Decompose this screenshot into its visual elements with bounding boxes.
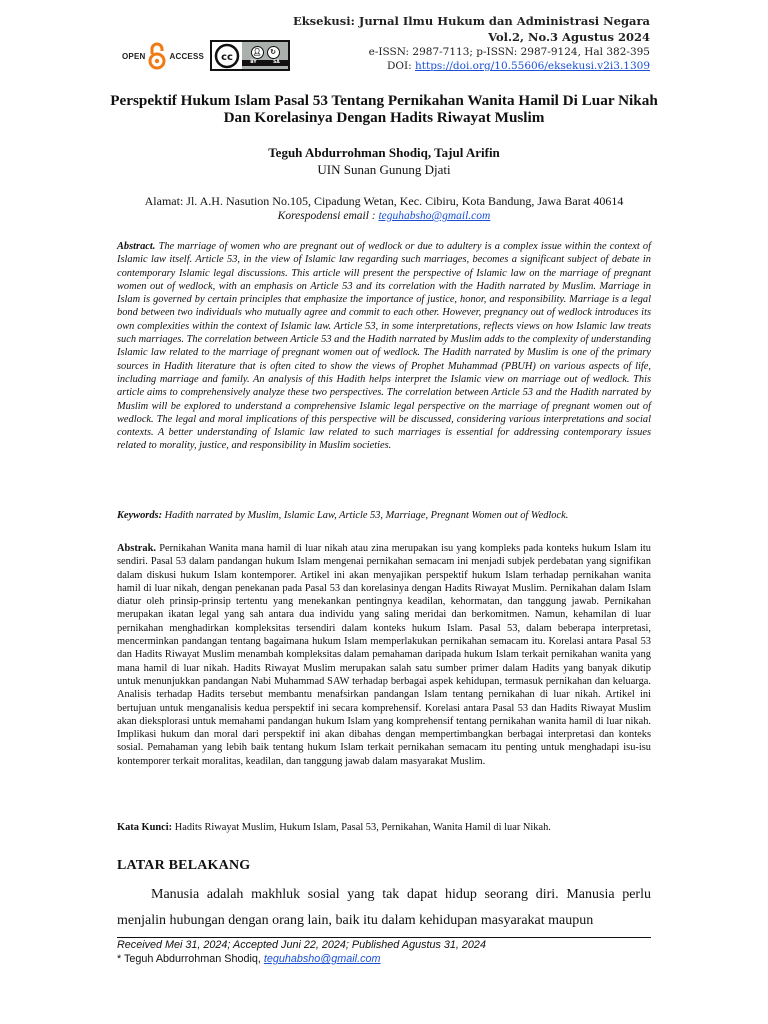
cc-by-label: BY [250, 60, 257, 65]
keywords-english-text: Hadith narrated by Muslim, Islamic Law, Article 53, Marriage, Pregnant Women out of Wedlock. [164, 510, 569, 521]
keywords-indonesian-label: Kata Kunci: [117, 822, 173, 833]
journal-volume: Vol.2, No.3 Agustus 2024 [488, 30, 650, 44]
footer-email-link[interactable]: teguhabsho@gmail.com [263, 953, 381, 965]
open-access-lock-icon [148, 42, 166, 70]
journal-header [293, 14, 650, 72]
body-paragraph: Manusia adalah makhluk sosial yang tak dapat hidup seorang diri. Manusia perlu menjalin hubungan dengan orang lain, baik itu dalam kehidupan masyarakat maupun [117, 887, 651, 928]
footer-author-line [117, 952, 380, 966]
journal-issn: e-ISSN: 2987-7113; p-ISSN: 2987-9124, Hal 382-395 [368, 46, 650, 58]
cc-logo-text: cc [221, 51, 233, 63]
doi-link[interactable]: https://doi.org/10.55606/eksekusi.v2i3.1309 [415, 60, 650, 72]
cc-by-sa-license-badge [210, 40, 290, 71]
article-title: Perspektif Hukum Islam Pasal 53 Tentang Pernikahan Wanita Hamil Di Luar Nikah Dan Korelasinya Dengan Hadits Riwayat Muslim [110, 92, 658, 126]
abstract-indonesian-label: Abstrak. [117, 543, 156, 554]
author-affiliation: UIN Sunan Gunung Djati [317, 162, 451, 177]
footer-dates: Received Mei 31, 2024; Accepted Juni 22, 2024; Published Agustus 31, 2024 [117, 939, 486, 951]
share-alike-icon: ↻ [267, 46, 280, 59]
abstract-indonesian [117, 542, 651, 768]
attribution-icon: 👤︎ [251, 46, 264, 59]
abstract-english-text: The marriage of women who are pregnant out of wedlock or due to adultery is a complex issue within the context of Islamic law itself. Article 53, in the view of Islamic law regarding such marriages, becomes a significant subject of debate in contemporary Islamic legal discussions. This article will present the perspective of Islamic law on the marriage of pregnant women out of wedlock, with an emphasis on Article 53 and its correlation with the Hadith narrated by Muslim. Marriage in Islam is governed by certain principles that emphasize the importance of justice, honor, and responsibility. Marriage is a legal bond between two individuals who mutually agree and commit to each other. However, pregnancy out of wedlock introduces its own complexities within the context of Islamic law. Article 53, in some interpretations, reflects views on how Islamic law treats such marriages. The correlation between Article 53 and the Hadith narrated by Muslim adds to the complexity of understanding Islamic law related to the marriage of pregnant women out of wedlock. The Hadith narrated by Muslim is one of the primary sources in Hadith literature that is often cited to show the views of Prophet Muhammad (PBUH) on various aspects of life, including marriage and family. An analysis of this Hadith helps interpret the Islamic view on marriage out of wedlock. This article aims to comprehensively analyze these two perspectives. The correlation between Article 53 and the Hadith narrated by Muslim will be explored to understand a comprehensive Islamic legal perspective on the marriage of pregnant women out of wedlock. The legal and moral implications of this perspective will be discussed, considering various interpretations and social contexts. A better understanding of Islamic law related to such marriages is essential for addressing contemporary issues related to morality, justice, and responsibility in Muslim societies. [117, 241, 651, 452]
open-access-label-right: ACCESS [169, 51, 205, 61]
open-access-label-left: OPEN [122, 51, 146, 61]
author-address: Alamat: Jl. A.H. Nasution No.105, Cipadung Wetan, Kec. Cibiru, Kota Bandung, Jawa Barat 40614 [144, 194, 624, 208]
article-authors: Teguh Abdurrohman Shodiq, Tajul Arifin [268, 145, 500, 160]
cc-terms-strip [242, 60, 288, 66]
doi-line [293, 60, 650, 72]
keywords-english-label: Keywords: [117, 510, 163, 521]
keywords-english [117, 510, 651, 521]
abstract-indonesian-text: Pernikahan Wanita mana hamil di luar nikah atau zina merupakan isu yang kompleks pada konteks hukum Islam itu sendiri. Pasal 53 dalam pandangan hukum Islam mengenai pernikahan semacam ini menjadi subjek perdebatan yang signifikan dalam diskusi hukum Islam kontemporer. Artikel ini akan menyajikan perspektif hukum Islam terhadap pernikahan wanita hamil di luar nikah, dengan penekanan pada Pasal 53 dan korelasinya dengan Hadits Riwayat Muslim. Pernikahan dalam Islam diatur oleh prinsip-prinsip tertentu yang menekankan pentingnya keadilan, kehormatan, dan tanggung jawab. Pernikahan merupakan ikatan legal yang sah antara dua individu yang saling meridai dan berkomitmen. Namun, kehamilan di luar pernikahan menghadirkan kompleksitas tersendiri dalam konteks hukum Islam. Pasal 53, dalam beberapa interpretasi, mencerminkan pandangan tentang bagaimana hukum Islam memperlakukan pernikahan semacam itu. Korelasi antara Pasal 53 dan Hadits Riwayat Muslim menambah kompleksitas dalam pemahaman daripada hukum Islam terkait pernikahan wanita yang mana hamil di luar nikah. Hadits Riwayat Muslim merupakan salah satu sumber primer dalam Hadits yang banyak dikutip untuk menunjukkan pandangan Nabi Muhammad SAW terhadap berbagai aspek kehidupan, termasuk pernikahan dan keluarga. Analisis terhadap Hadits tersebut membantu menafsirkan pandangan Islam tentang pernikahan di luar nikah. Artikel ini bertujuan untuk menganalisis kedua perspektif ini secara komprehensif. Korelasi antara Pasal 53 dan Hadits Riwayat Muslim akan dieksplorasi untuk memahami pandangan hukum Islam yang komprehensif tentang pernikahan wanita hamil di luar nikah. Implikasi hukum dan moral dari perspektif ini akan dibahas dengan mempertimbangkan berbagai interpretasi dan konteks sosial. Pemahaman yang lebih baik tentang hukum Islam terkait pernikahan semacam itu penting untuk menghadapi isu-isu kontemporer terkait moralitas, keadilan, dan tanggung jawab dalam masyarakat Muslim. [117, 543, 651, 767]
abstract-english [117, 240, 651, 453]
open-access-logo [122, 42, 204, 70]
cc-logo-icon [212, 42, 242, 69]
abstract-english-label: Abstract. [117, 241, 156, 252]
doi-label: DOI: [386, 60, 412, 72]
cc-sa-label: SA [273, 60, 280, 65]
section-heading: LATAR BELAKANG [117, 858, 251, 873]
correspondence-email-link[interactable]: teguhabsho@gmail.com [378, 210, 491, 222]
cc-terms-area [242, 46, 288, 66]
journal-name: Eksekusi: Jurnal Ilmu Hukum dan Administrasi Negara [292, 14, 650, 28]
correspondence-label: Korespodensi email : [277, 210, 376, 222]
keywords-indonesian-text: Hadits Riwayat Muslim, Hukum Islam, Pasal 53, Pernikahan, Wanita Hamil di luar Nikah. [174, 822, 551, 833]
footer-author-name: * Teguh Abdurrohman Shodiq, [117, 953, 261, 965]
correspondence-line [110, 210, 658, 222]
keywords-indonesian [117, 822, 651, 833]
